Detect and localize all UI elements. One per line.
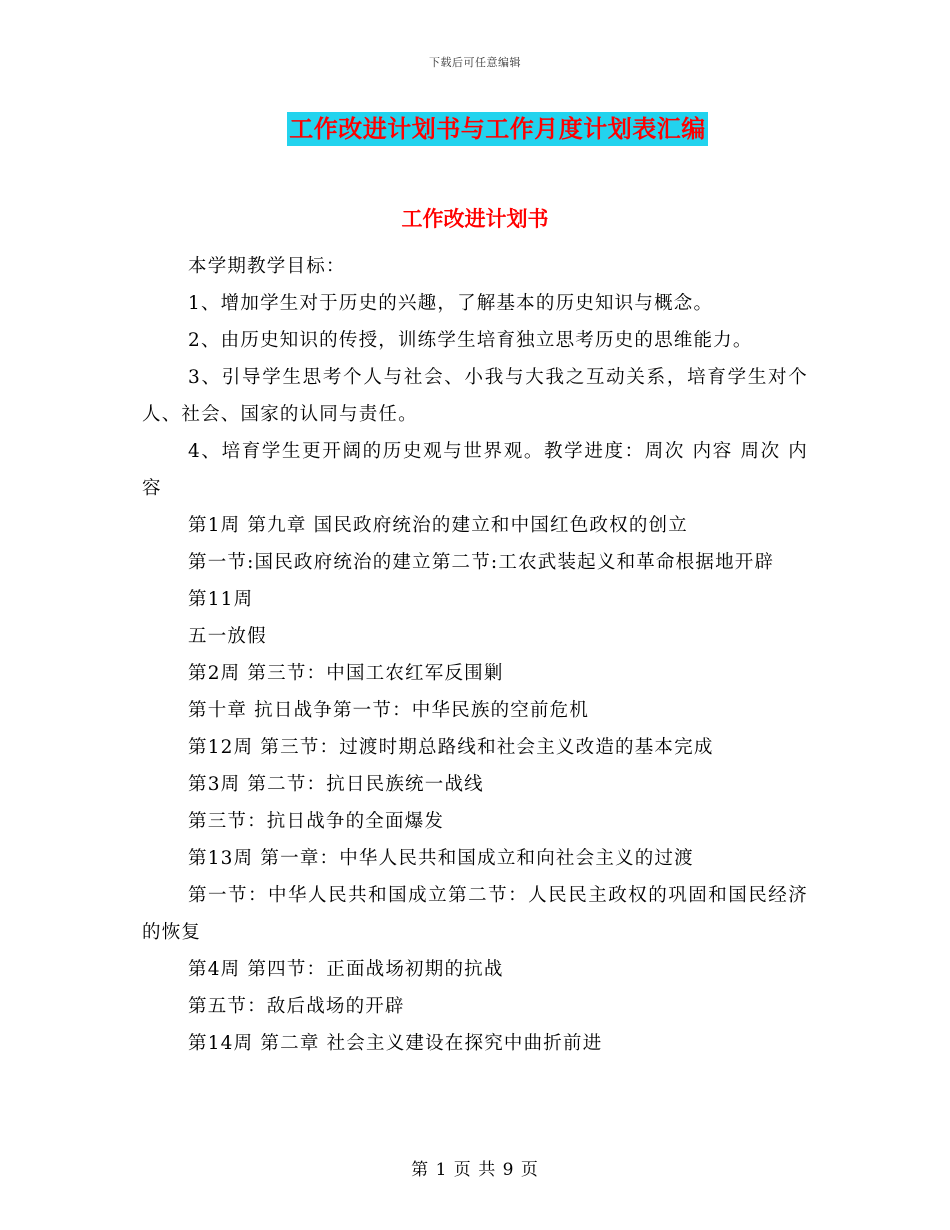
document-title: 工作改进计划书与工作月度计划表汇编 [287,112,708,146]
page-number: 第 1 页 共 9 页 [411,1160,539,1180]
paragraph: 4、培育学生更开阔的历史观与世界观。教学进度：周次 内容 周次 内容 [142,441,808,499]
paragraph: 第五节：敌后战场的开辟 [188,996,405,1017]
paragraph: 第14周 第二章 社会主义建设在探究中曲折前进 [188,1033,603,1054]
paragraph: 第4周 第四节：正面战场初期的抗战 [188,959,504,980]
paragraph: 第3周 第二节：抗日民族统一战线 [188,774,484,795]
paragraph: 第13周 第一章：中华人民共和国成立和向社会主义的过渡 [188,848,694,869]
paragraph: 第一节：中华人民共和国成立第二节：人民民主政权的巩固和国民经济的恢复 [142,885,808,943]
paragraph: 第十章 抗日战争第一节：中华民族的空前危机 [188,700,590,721]
paragraph: 2、由历史知识的传授，训练学生培育独立思考历史的思维能力。 [188,330,753,351]
section-title: 工作改进计划书 [401,206,549,231]
document-body [142,248,808,1062]
document-title-container [0,112,950,146]
paragraph: 五一放假 [188,626,267,647]
paragraph: 3、引导学生思考个人与社会、小我与大我之互动关系，培育学生对个人、社会、国家的认同与责任。 [142,367,808,425]
paragraph: 第12周 第三节：过渡时期总路线和社会主义改造的基本完成 [188,737,714,758]
paragraph: 第11周 [188,589,254,610]
paragraph: 1、增加学生对于历史的兴趣，了解基本的历史知识与概念。 [188,293,714,314]
paragraph: 本学期教学目标： [188,256,346,277]
paragraph: 第三节：抗日战争的全面爆发 [188,811,445,832]
paragraph: 第2周 第三节：中国工农红军反围剿 [188,663,504,684]
page-header-note: 下载后可任意编辑 [429,56,521,69]
paragraph: 第1周 第九章 国民政府统治的建立和中国红色政权的创立 [188,515,688,536]
paragraph: 第一节:国民政府统治的建立第二节:工农武装起义和革命根据地开辟 [188,552,775,573]
